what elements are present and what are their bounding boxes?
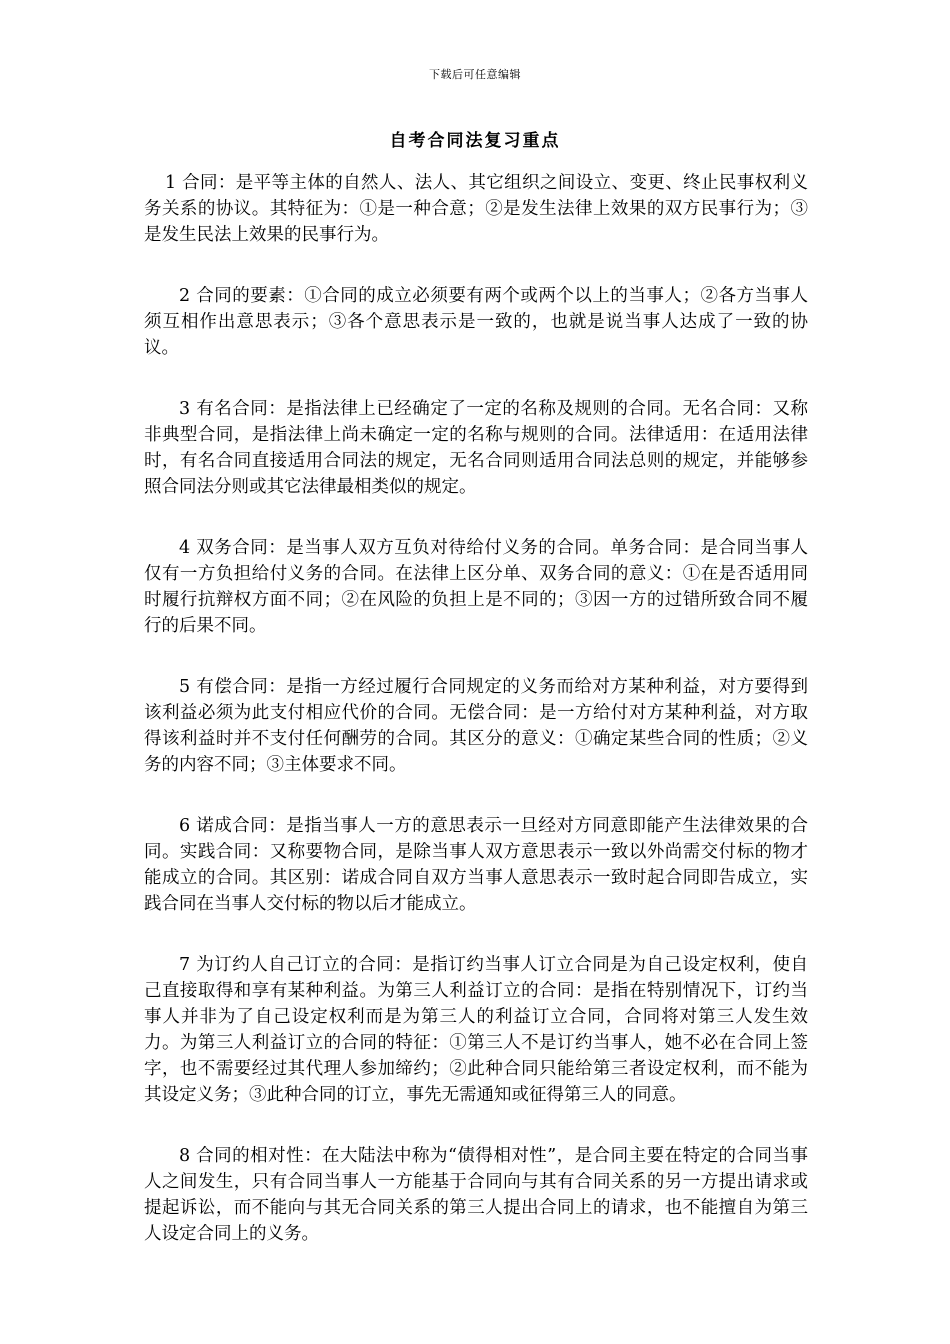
paragraph: 7 为订约人自己订立的合同：是指订约当事人订立合同是为自己设定权利，使自己直接取得和享有某种利益。为第三人利益订立的合同：是指在特别情况下，订约当事人并非为了自己设定权利而是为第三人的利益订立合同，合同将对第三人发生效力。为第三人利益订立的合同的特征：①第三人不是订约当事人，她不必在合同上签字，也不需要经过其代理人参加缔约；②此种合同只能给第三者设定权利，而不能为其设定义务；③此种合同的订立，事先无需通知或征得第三人的同意。 — [144, 955, 808, 1105]
paragraph: 3 有名合同：是指法律上已经确定了一定的名称及规则的合同。无名合同：又称非典型合同，是指法律上尚未确定一定的名称与规则的合同。法律适用：在适用法律时，有名合同直接适用合同法的规定，无名合同则适用合同法总则的规定，并能够参照合同法分则或其它法律最相类似的规定。 — [144, 399, 808, 497]
paragraph: 2 合同的要素：①合同的成立必须要有两个或两个以上的当事人；②各方当事人须互相作出意思表示；③各个意思表示是一致的，也就是说当事人达成了一致的协议。 — [144, 286, 808, 358]
document-body — [144, 170, 808, 1282]
paragraph: 6 诺成合同：是指当事人一方的意思表示一旦经对方同意即能产生法律效果的合同。实践合同：又称要物合同，是除当事人双方意思表示一致以外尚需交付标的物才能成立的合同。其区别：诺成合同自双方当事人意思表示一致时起合同即告成立，实践合同在当事人交付标的物以后才能成立。 — [144, 816, 808, 914]
paragraph: 4 双务合同：是当事人双方互负对待给付义务的合同。单务合同：是合同当事人仅有一方负担给付义务的合同。在法律上区分单、双务合同的意义：①在是否适用同时履行抗辩权方面不同；②在风险的负担上是不同的；③因一方的过错所致合同不履行的后果不同。 — [144, 538, 808, 636]
document-title: 自考合同法复习重点 — [389, 131, 561, 151]
paragraph: 5 有偿合同：是指一方经过履行合同规定的义务而给对方某种利益，对方要得到该利益必须为此支付相应代价的合同。无偿合同：是一方给付对方某种利益，对方取得该利益时并不支付任何酬劳的合同。其区分的意义：①确定某些合同的性质；②义务的内容不同；③主体要求不同。 — [144, 677, 808, 775]
header-note: 下载后可任意编辑 — [429, 68, 521, 81]
paragraph: 8 合同的相对性：在大陆法中称为“债得相对性”，是合同主要在特定的合同当事人之间发生，只有合同当事人一方能基于合同向与其有合同关系的另一方提出请求或提起诉讼，而不能向与其无合同关系的第三人提出合同上的请求，也不能擅自为第三人设定合同上的义务。 — [144, 1146, 808, 1244]
paragraph: 1 合同：是平等主体的自然人、法人、其它组织之间设立、变更、终止民事权利义务关系的协议。其特征为：①是一种合意；②是发生法律上效果的双方民事行为；③是发生民法上效果的民事行为。 — [144, 173, 808, 245]
